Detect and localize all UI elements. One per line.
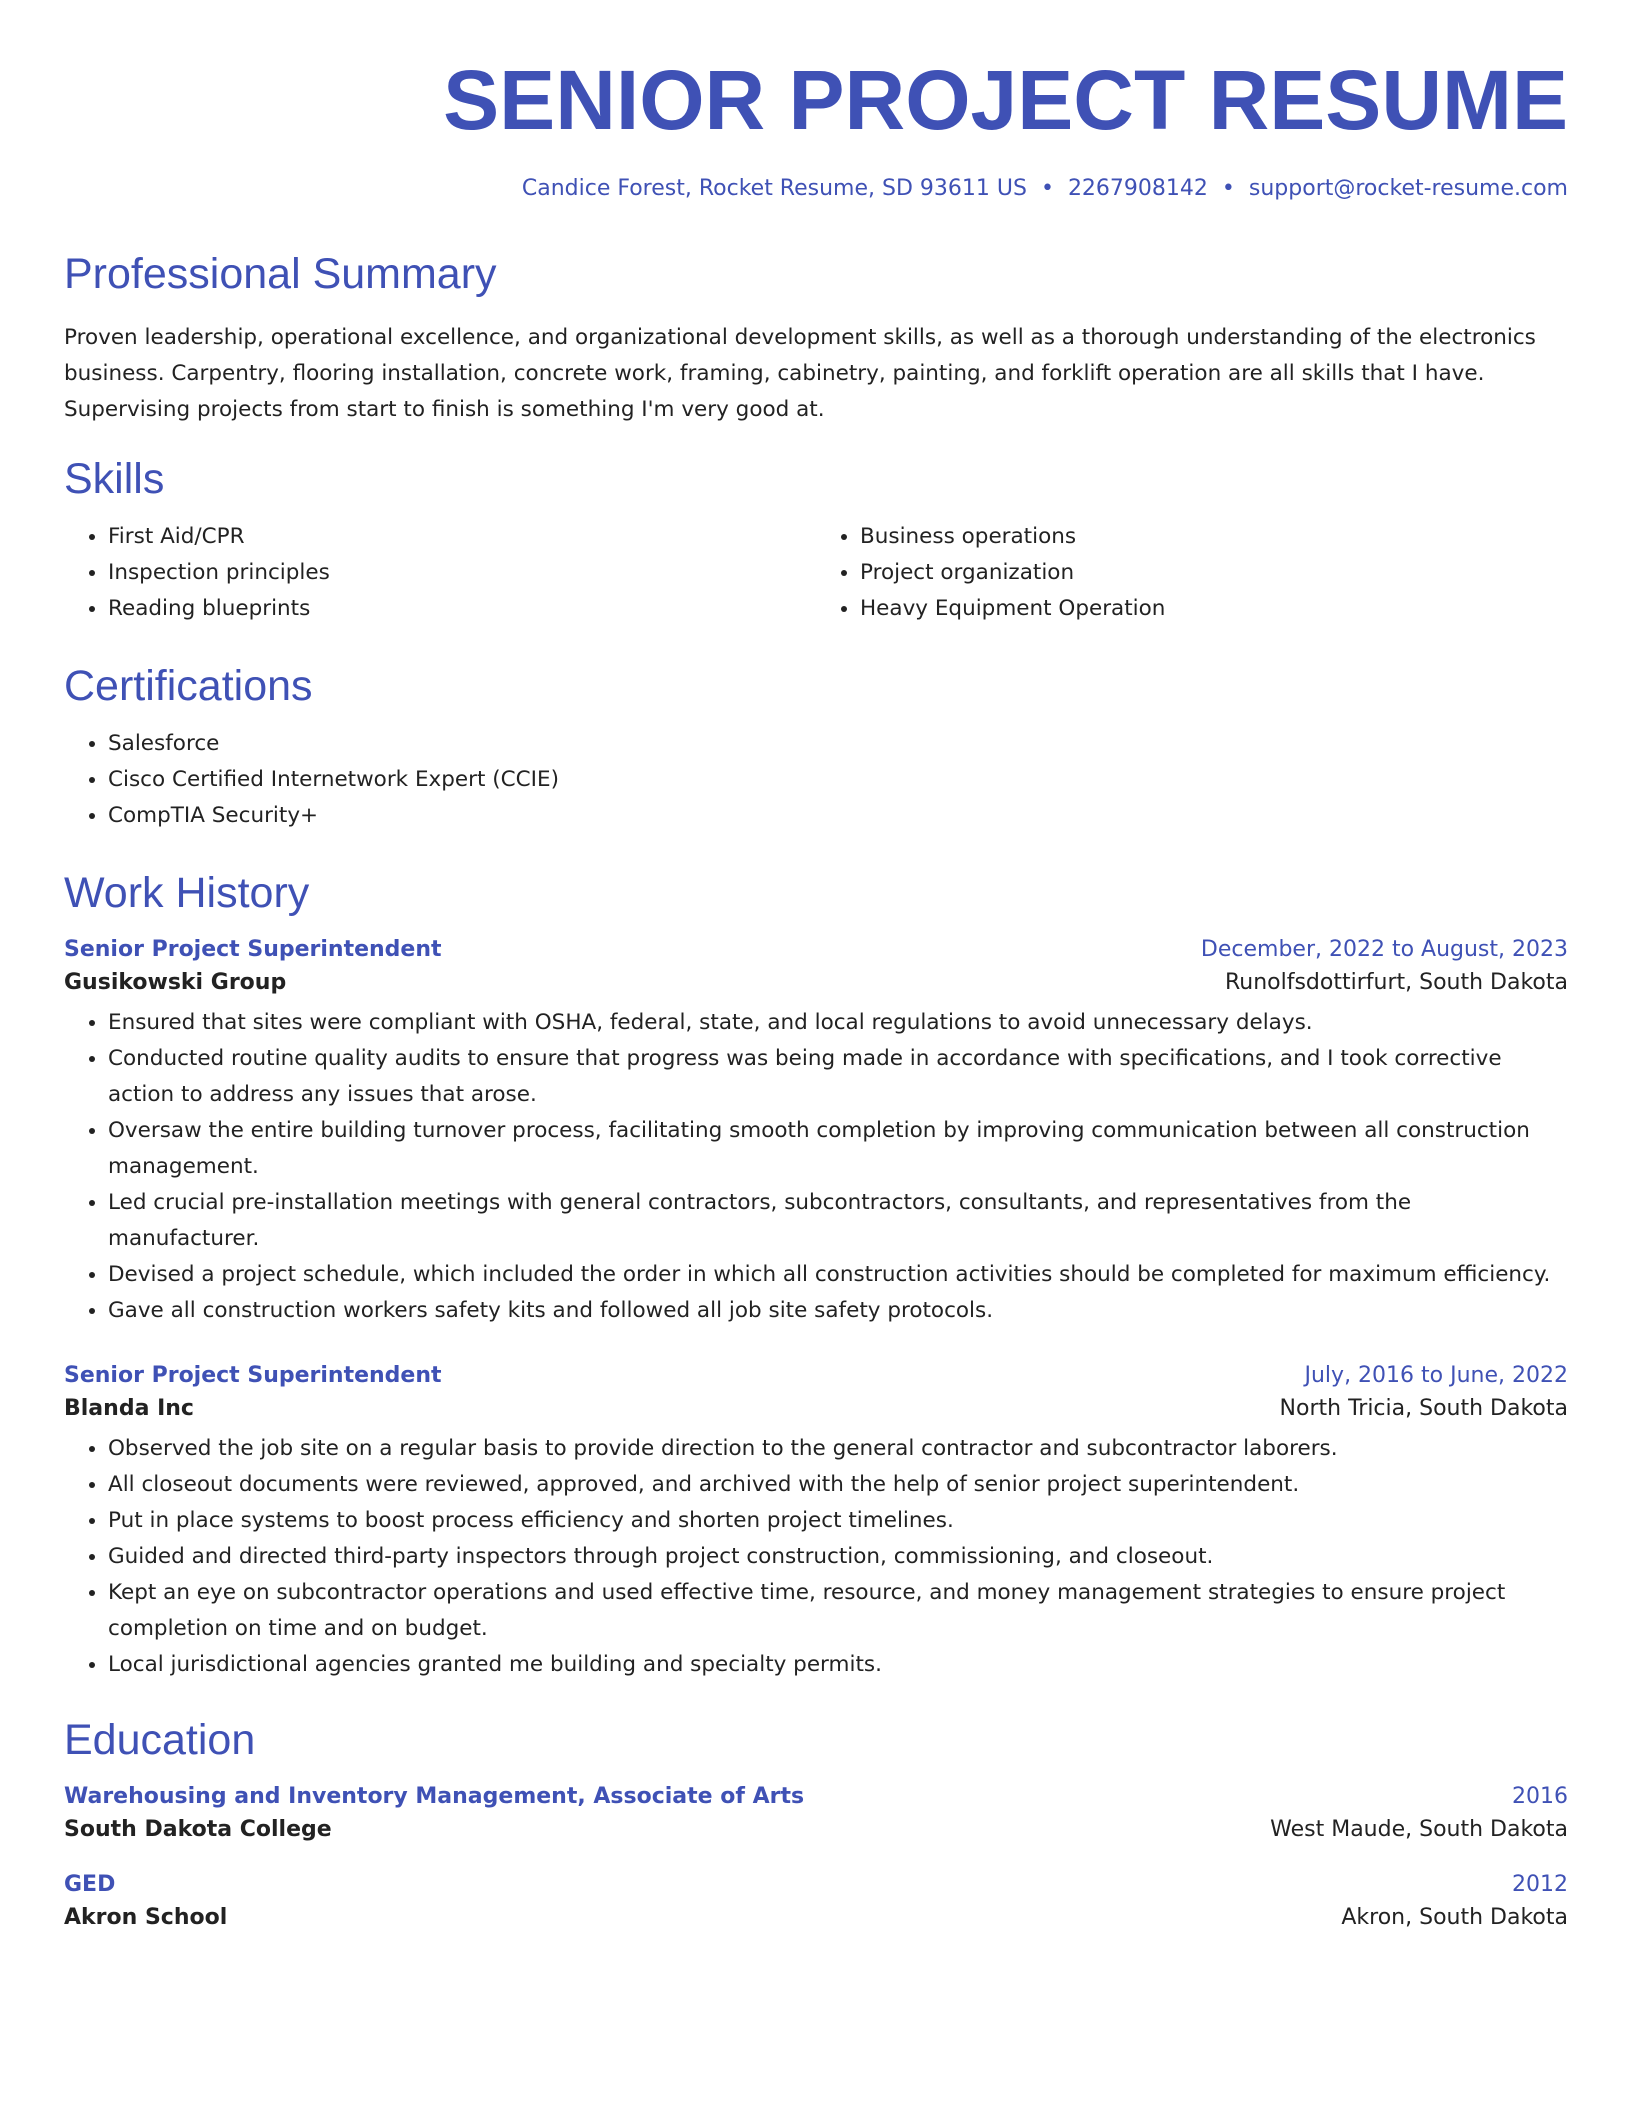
job-bullet: • Local jurisdictional agencies granted me building and specialty permits. — [108, 1647, 1568, 1683]
job-bullet: • Guided and directed third-party inspectors through project construction, commissioning, and closeout. — [108, 1539, 1568, 1575]
contact-separator: • — [1221, 176, 1235, 201]
work-history-heading: Work History — [64, 869, 310, 917]
job-bullet: • Devised a project schedule, which included the order in which all construction activities should be completed for maximum efficiency. — [108, 1257, 1568, 1293]
education-entry — [64, 1872, 1568, 1930]
skills-left-list — [64, 519, 816, 627]
certifications-list — [64, 726, 1568, 834]
certification-item: • Salesforce — [108, 726, 1568, 762]
job-subheader — [64, 970, 1568, 995]
job-role: Senior Project Superintendent — [64, 1363, 442, 1388]
resume-title: SENIOR PROJECT RESUME — [443, 53, 1568, 147]
job-bullet: • Kept an eye on subcontractor operations and used effective time, resource, and money management strategies to ensure project completion on time and on budget. — [108, 1575, 1568, 1647]
education-location: West Maude, South Dakota — [1270, 1817, 1568, 1842]
skill-item: • Business operations — [860, 519, 1568, 555]
education-section — [64, 1716, 1568, 1930]
contact-separator: • — [1040, 176, 1054, 201]
job-bullet: • Conducted routine quality audits to ensure that progress was being made in accordance with specifications, and I took corrective action to address any issues that arose. — [108, 1041, 1568, 1113]
job-bullet: • Oversaw the entire building turnover process, facilitating smooth completion by improving communication between all construction management. — [108, 1113, 1568, 1185]
work-history-section — [64, 869, 1568, 1683]
summary-section — [64, 250, 1568, 428]
job-employer: Blanda Inc — [64, 1396, 194, 1421]
education-degree: Warehousing and Inventory Management, Associate of Arts — [64, 1784, 805, 1809]
job-dates: July, 2016 to June, 2022 — [1304, 1363, 1568, 1388]
job-bullets — [64, 1431, 1568, 1683]
education-header — [64, 1872, 1568, 1897]
skill-item: • First Aid/CPR — [108, 519, 816, 555]
contact-address: Candice Forest, Rocket Resume, SD 93611 US — [521, 176, 1027, 201]
certification-item: • Cisco Certified Internetwork Expert (CCIE) — [108, 762, 1568, 798]
job-header — [64, 937, 1568, 962]
job-entry — [64, 937, 1568, 1329]
summary-heading: Professional Summary — [64, 250, 497, 298]
skills-heading: Skills — [64, 455, 165, 503]
education-year: 2016 — [1512, 1784, 1568, 1809]
certifications-heading: Certifications — [64, 662, 313, 710]
skills-columns — [64, 519, 1568, 627]
job-bullet: • Led crucial pre-installation meetings with general contractors, subcontractors, consultants, and representatives from the manufacturer. — [108, 1185, 1568, 1257]
job-subheader — [64, 1396, 1568, 1421]
education-school: South Dakota College — [64, 1817, 332, 1842]
contact-phone: 2267908142 — [1067, 176, 1208, 201]
job-location: Runolfsdottirfurt, South Dakota — [1224, 970, 1568, 995]
education-school: Akron School — [64, 1905, 228, 1930]
education-subheader — [64, 1817, 1568, 1842]
job-role: Senior Project Superintendent — [64, 937, 442, 962]
certification-item: • CompTIA Security+ — [108, 798, 1568, 834]
summary-text: Proven leadership, operational excellence, and organizational development skills, as well as a thorough understanding of the electronics business. Carpentry, flooring installation, concrete work, framing, cabinetry, painting, and forklift operation are all skills that I have. Supervising projects from start to finish is something I'm very good at. — [64, 325, 1536, 422]
education-heading: Education — [64, 1716, 256, 1764]
skills-section — [64, 455, 1568, 627]
skill-item: • Project organization — [860, 555, 1568, 591]
education-entry — [64, 1784, 1568, 1842]
job-bullet: • Observed the job site on a regular basis to provide direction to the general contractor and subcontractor laborers. — [108, 1431, 1568, 1467]
skill-item: • Reading blueprints — [108, 591, 816, 627]
skill-item: • Heavy Equipment Operation — [860, 591, 1568, 627]
job-bullet: • Gave all construction workers safety kits and followed all job site safety protocols. — [108, 1293, 1568, 1329]
education-subheader — [64, 1905, 1568, 1930]
job-employer: Gusikowski Group — [64, 970, 287, 995]
education-degree: GED — [64, 1872, 116, 1897]
skill-item: • Inspection principles — [108, 555, 816, 591]
job-location: North Tricia, South Dakota — [1279, 1396, 1568, 1421]
job-entry — [64, 1363, 1568, 1683]
education-year: 2012 — [1512, 1872, 1568, 1897]
job-bullet: • Put in place systems to boost process efficiency and shorten project timelines. — [108, 1503, 1568, 1539]
job-bullet: • Ensured that sites were compliant with OSHA, federal, state, and local regulations to avoid unnecessary delays. — [108, 1005, 1568, 1041]
job-header — [64, 1363, 1568, 1388]
contact-email[interactable]: support@rocket-resume.com — [1248, 176, 1568, 201]
skills-right-list — [816, 519, 1568, 627]
job-bullet: • All closeout documents were reviewed, approved, and archived with the help of senior project superintendent. — [108, 1467, 1568, 1503]
education-location: Akron, South Dakota — [1341, 1905, 1568, 1930]
education-header — [64, 1784, 1568, 1809]
job-bullets — [64, 1005, 1568, 1329]
certifications-section — [64, 662, 1568, 834]
job-dates: December, 2022 to August, 2023 — [1200, 937, 1568, 962]
contact-line — [64, 176, 1568, 201]
